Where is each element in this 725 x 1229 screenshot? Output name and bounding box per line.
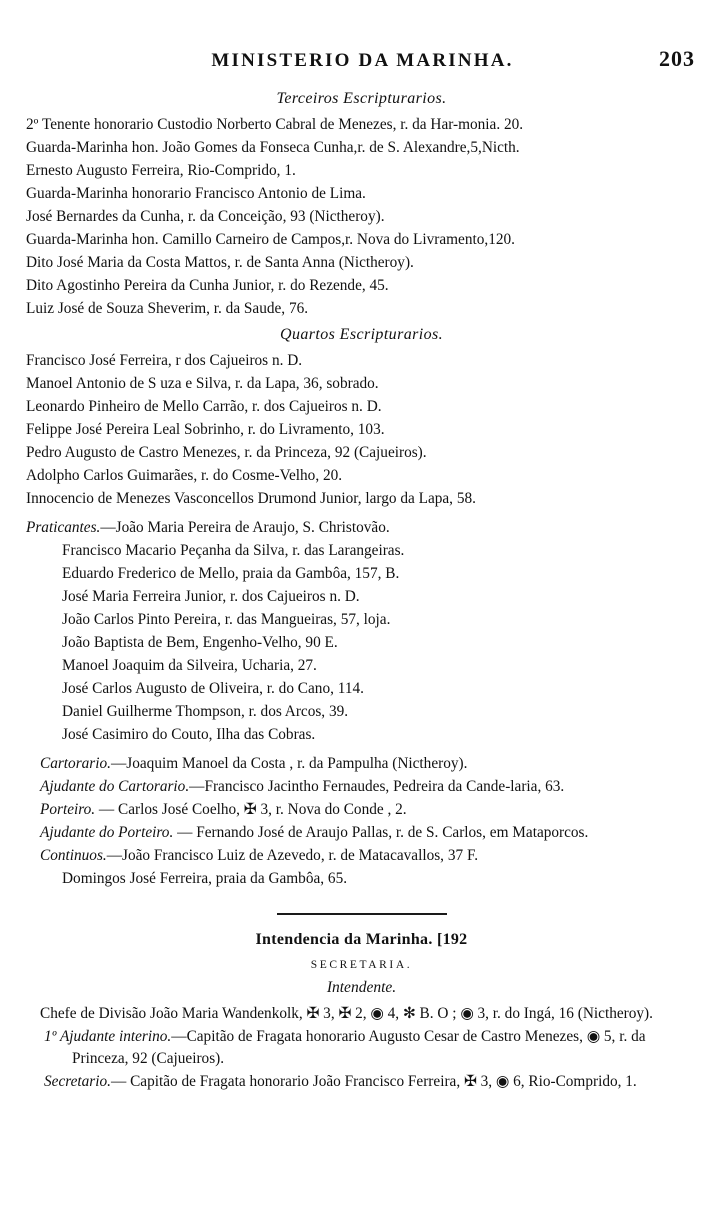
office-detail: — Fernando José de Araujo Pallas, r. de S. Carlos, em Mataporcos.: [173, 824, 589, 842]
page-number: 203: [659, 46, 695, 71]
document-body: [26, 90, 697, 1093]
list-item: Adolpho Carlos Guimarães, r. do Cosme-Velho, 20.: [26, 467, 343, 485]
list-item: Guarda-Marinha hon. Camillo Carneiro de Campos,r. Nova do Livramento,120.: [26, 231, 515, 249]
office-label: Continuos.: [40, 847, 107, 865]
intendencia-detail: —Capitão de Fragata honorario Augusto Cesar de Castro Menezes, ◉ 5, r. da Princeza, 92 (Cajueiros).: [72, 1027, 646, 1067]
list-item: Luiz José de Souza Sheverim, r. da Saude, 76.: [26, 300, 309, 318]
office-label: Ajudante do Cartorario.: [40, 778, 190, 796]
list-item: Francisco Macario Peçanha da Silva, r. das Larangeiras.: [62, 542, 405, 560]
list-item: Francisco José Ferreira, r dos Cajueiros n. D.: [26, 352, 303, 370]
praticantes-lead-line: [26, 517, 697, 539]
intendencia-title: Intendencia da Marinha. [192: [255, 930, 468, 948]
list-item: José Casimiro do Couto, Ilha das Cobras.: [62, 726, 316, 744]
list-item: Dito José Maria da Costa Mattos, r. de Santa Anna (Nictheroy).: [26, 254, 414, 272]
list-item: João Baptista de Bem, Engenho-Velho, 90 E.: [62, 634, 338, 652]
list-item: 2º Tenente honorario Custodio Norberto Cabral de Menezes, r. da Har-monia. 20.: [26, 116, 524, 133]
list-item: José Carlos Augusto de Oliveira, r. do Cano, 114.: [62, 680, 364, 698]
list-item: Innocencio de Menezes Vasconcellos Drumond Junior, largo da Lapa, 58.: [26, 490, 476, 508]
page-header: [30, 46, 695, 84]
intendencia-label: Secretario.: [44, 1072, 111, 1090]
list-item: Domingos José Ferreira, praia da Gambôa, 65.: [62, 870, 348, 888]
list-item: Eduardo Frederico de Mello, praia da Gambôa, 157, B.: [62, 565, 400, 583]
office-detail: —João Francisco Luiz de Azevedo, r. de Matacavallos, 37 F.: [106, 847, 479, 865]
office-detail: —Francisco Jacintho Fernaudes, Pedreira da Cande-laria, 63.: [189, 778, 565, 796]
list-item: Felippe José Pereira Leal Sobrinho, r. do Livramento, 103.: [26, 421, 385, 439]
list-item: José Maria Ferreira Junior, r. dos Cajueiros n. D.: [62, 588, 360, 606]
list-item: Dito Agostinho Pereira da Cunha Junior, r. do Rezende, 45.: [26, 277, 389, 295]
praticantes-lead-rest: —João Maria Pereira de Araujo, S. Christovão.: [100, 519, 390, 537]
list-item: Manoel Antonio de S uza e Silva, r. da Lapa, 36, sobrado.: [26, 375, 379, 393]
office-entry-porteiro: [26, 799, 697, 821]
secretaria-label: SECRETARIA.: [310, 958, 413, 971]
list-item: Guarda-Marinha hon. João Gomes da Fonseca Cunha,r. de S. Alexandre,5,Nicth.: [26, 139, 520, 157]
list-item: Ernesto Augusto Ferreira, Rio-Comprido, 1.: [26, 162, 296, 180]
office-detail: —Joaquim Manoel da Costa , r. da Pampulha (Nictheroy).: [110, 755, 468, 773]
list-item: Guarda-Marinha honorario Francisco Antonio de Lima.: [26, 185, 366, 203]
office-label: Cartorario.: [40, 755, 111, 773]
office-entry-cartorario: [26, 753, 697, 775]
office-label: Ajudante do Porteiro.: [40, 824, 174, 842]
list-item: Manoel Joaquim da Silveira, Ucharia, 27.: [62, 657, 317, 675]
office-entry-continuos: [26, 845, 697, 867]
list-item: Pedro Augusto de Castro Menezes, r. da Princeza, 92 (Cajueiros).: [26, 444, 427, 462]
list-item: Leonardo Pinheiro de Mello Carrão, r. dos Cajueiros n. D.: [26, 398, 382, 416]
intendencia-chief: Chefe de Divisão João Maria Wandenkolk, ✠ 3, ✠ 2, ◉ 4, ✻ B. O ; ◉ 3, r. do Ingá, 16 (Nictheroy).: [40, 1004, 653, 1022]
section-heading-terceiros: Terceiros Escripturarios.: [276, 90, 447, 107]
intendencia-entry-ajudante: [26, 1026, 697, 1070]
intendencia-detail: — Capitão de Fragata honorario João Francisco Ferreira, ✠ 3, ◉ 6, Rio-Comprido, 1.: [110, 1072, 637, 1090]
section-heading-quartos: Quartos Escripturarios.: [280, 326, 443, 344]
office-entry-ajudante-porteiro: [26, 822, 697, 844]
intendencia-entry-secretario: [26, 1071, 697, 1093]
intendencia-label: 1º Ajudante interino.: [44, 1027, 172, 1045]
praticantes-label: Praticantes.: [26, 519, 101, 537]
document-page: [0, 46, 725, 1229]
list-item: José Bernardes da Cunha, r. da Conceição, 93 (Nictheroy).: [26, 208, 385, 226]
intendente-label: Intendente.: [326, 978, 397, 996]
office-detail: — Carlos José Coelho, ✠ 3, r. Nova do Conde , 2.: [95, 801, 407, 819]
section-divider: [277, 913, 447, 915]
page-title: MINISTERIO DA MARINHA.: [211, 50, 514, 71]
list-item: João Carlos Pinto Pereira, r. das Mangueiras, 57, loja.: [62, 611, 391, 629]
office-label: Porteiro.: [40, 801, 96, 819]
list-item: Daniel Guilherme Thompson, r. dos Arcos, 39.: [62, 703, 349, 721]
office-entry-ajudante-cartorario: [26, 776, 697, 798]
